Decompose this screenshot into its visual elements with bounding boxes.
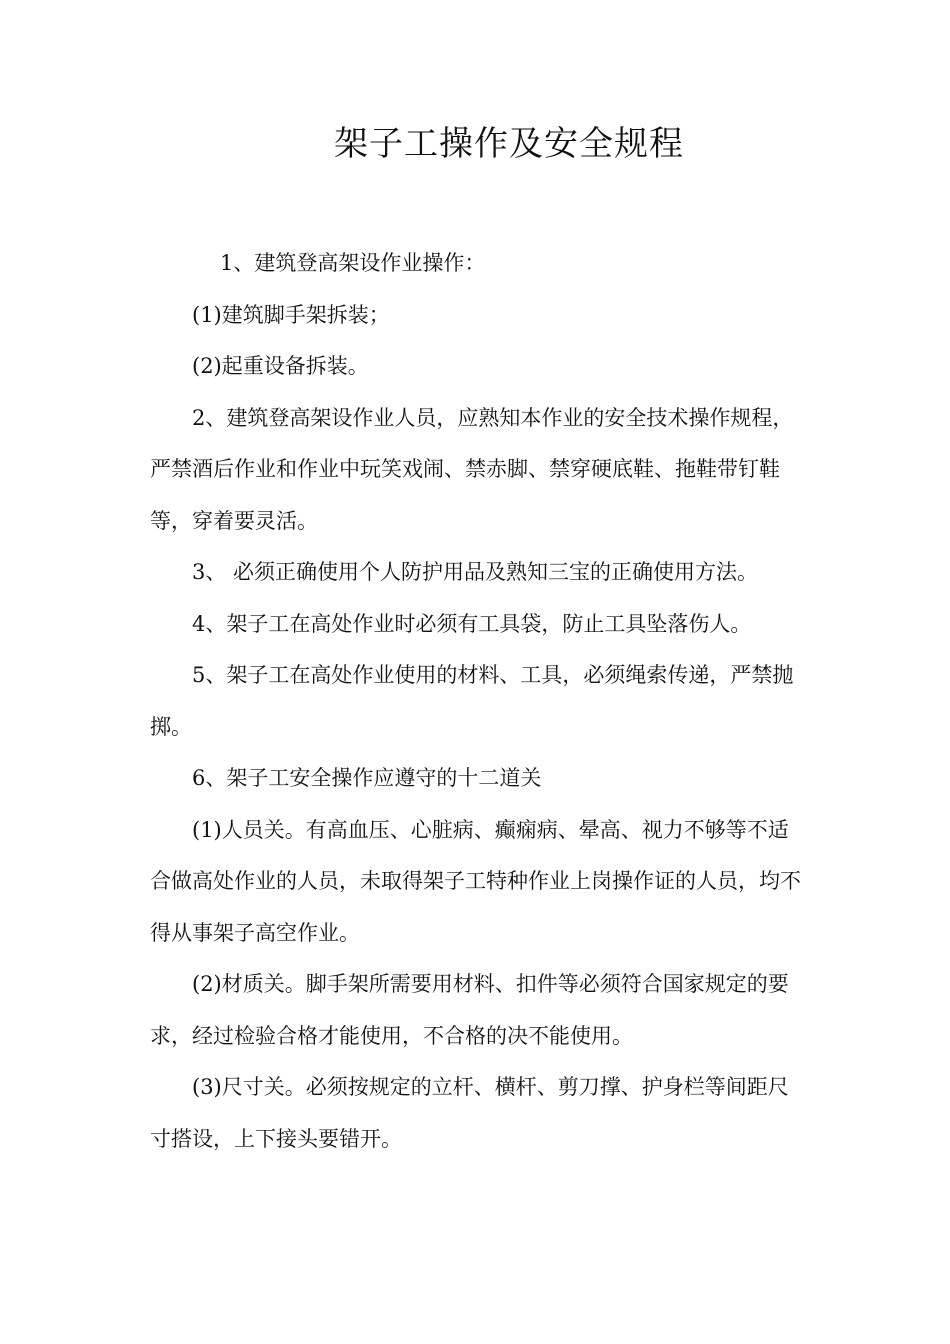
document-body [150, 238, 804, 1165]
paragraph-2: 2、建筑登高架设作业人员，应熟知本作业的安全技术操作规程，严禁酒后作业和作业中玩笑戏闹、禁赤脚、禁穿硬底鞋、拖鞋带钉鞋等，穿着要灵活。 [150, 405, 794, 533]
paragraph-6-1: (1)人员关。有高血压、心脏病、癫痫病、晕高、视力不够等不适合做高处作业的人员，未取得架子工特种作业上岗操作证的人员，均不得从事架子高空作业。 [150, 817, 801, 945]
paragraph-3: 3、 必须正确使用个人防护用品及熟知三宝的正确使用方法。 [192, 560, 759, 584]
paragraph-6-2: (2)材质关。脚手架所需要用材料、扣件等必须符合国家规定的要求，经过检验合格才能使用，不合格的决不能使用。 [150, 972, 789, 1048]
paragraph-1: 1、建筑登高架设作业操作： [220, 251, 486, 275]
paragraph-1-1: (1)建筑脚手架拆装； [192, 302, 390, 327]
paragraph-4: 4、架子工在高处作业时必须有工具袋，防止工具坠落伤人。 [192, 611, 752, 636]
paragraph-5: 5、架子工在高处作业使用的材料、工具，必须绳索传递，严禁抛掷。 [150, 663, 794, 739]
paragraph-1-2: (2)起重设备拆装。 [192, 354, 369, 378]
paragraph-6: 6、架子工安全操作应遵守的十二道关 [192, 766, 542, 790]
paragraph-6-3: (3)尺寸关。必须按规定的立杆、横杆、剪刀撑、护身栏等间距尺寸搭设，上下接头要错开。 [150, 1075, 789, 1151]
document-title: 架子工操作及安全规程 [334, 124, 684, 164]
